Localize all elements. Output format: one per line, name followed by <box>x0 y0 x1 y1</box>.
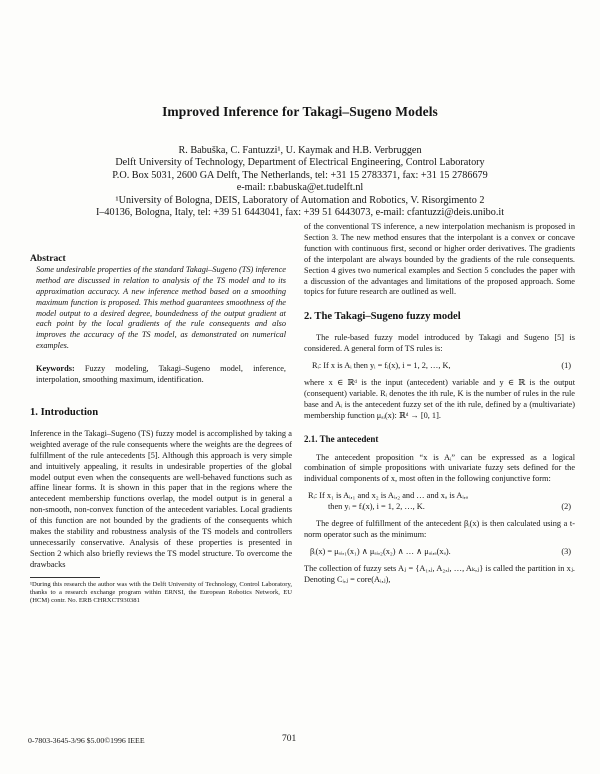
abstract-text: Some undesirable properties of the standard Takagi–Sugeno (TS) inference method are discussed in relation to analysis of the TS model and to its approximation accuracy. A new inference method based on a smoothing maximum function is proposed. This method guarantees smoothness of the model output to a desired degree, boundedness of the output gradient at each point by the local gradients of the rule consequents and also improves the accuracy of the TS model, as demonstrated on numerical examples. <box>36 264 286 351</box>
left-column <box>30 254 292 605</box>
footnote-rule <box>30 577 100 578</box>
right-column <box>304 222 575 586</box>
affiliation-bologna: ¹University of Bologna, DEIS, Laboratory of Automation and Robotics, V. Risorgimento 2 <box>115 194 485 206</box>
keywords <box>30 364 292 386</box>
affiliation-delft: Delft University of Technology, Department of Electrical Engineering, Control Laboratory <box>115 157 485 169</box>
author-block <box>0 145 600 219</box>
equation-1 <box>312 361 575 372</box>
subsection-2-1-text-2: The degree of fulfillment of the antecedent βᵢ(x) is then calculated using a t-norm operator such as the minimum: <box>304 519 575 539</box>
equation-2 <box>308 491 575 513</box>
equation-2-line-1: Rᵢ: If x₁ is Aᵢ,₁ and x₂ is Aᵢ,₂ and … and xₐ is Aᵢ,ₐ <box>308 491 469 501</box>
paper-title: Improved Inference for Takagi–Sugeno Models <box>162 104 438 119</box>
intro-continued: of the conventional TS inference, a new interpolation mechanism is proposed in Section 3. The new method ensures that the interpolant is a convex or concave function with continuous first, second or higher order derivatives. The gradients of the interpolant are always bounded by the gradients of the rule consequents. Section 4 gives two numerical examples and Section 5 concludes the paper with a discussion of the advantages and limitations of the proposed approach. Some topics for future research are outlined as well. <box>304 222 575 297</box>
subsection-2-1-heading: 2.1. The antecedent <box>304 433 379 444</box>
affiliation-bologna-address: I–40136, Bologna, Italy, tel: +39 51 6443041, fax: +39 51 6443073, e-mail: cfantuzzi@deis.unibo.it <box>95 207 505 219</box>
section-2-text: The rule-based fuzzy model introduced by Takagi and Sugeno [5] is considered. A general form of TS rules is: <box>304 333 575 354</box>
author-names: R. Babuška, C. Fantuzzi¹, U. Kaymak and H.B. Verbruggen <box>178 145 422 156</box>
equation-3-number: (3) <box>561 546 571 556</box>
footer-isbn: 0-7803-3645-3/96 $5.00©1996 IEEE <box>28 736 145 745</box>
section-2-text-2: where x ∈ ℝᵈ is the input (antecedent) variable and y ∈ ℝ is the output (consequent) variable. Rᵢ denotes the ith rule, K is the number of rules in the rule base and Aᵢ is the antecedent fuzzy set of the ith rule, defined by a (multivariate) membership function μₐᵢ(x): ℝᵈ → [0, 1]. <box>304 377 575 420</box>
equation-3-body: βᵢ(x) = μₐᵢ,₁(x₁) ∧ μₐᵢ,₂(x₂) ∧ … ∧ μₐᵢ,ₐ(xₐ). <box>310 546 451 556</box>
equation-3 <box>310 547 575 558</box>
abstract-heading: Abstract <box>30 253 66 264</box>
keywords-label: Keywords: <box>36 364 75 374</box>
section-1-heading: 1. Introduction <box>30 406 99 418</box>
affiliation-delft-email: e-mail: r.babuska@et.tudelft.nl <box>236 182 364 194</box>
subsection-2-1-text-3: The collection of fuzzy sets Aⱼ = {A₁,ⱼ, A₂,ⱼ, …, Aₖ,ⱼ} is called the partition in xⱼ. Denoting Cᵢ,ⱼ = core(Aᵢ,ⱼ), <box>304 563 575 584</box>
equation-2-line-2: then yᵢ = fᵢ(x), i = 1, 2, …, K. <box>328 502 425 512</box>
equation-2-number: (2) <box>561 502 571 512</box>
page-number: 701 <box>282 734 297 744</box>
intro-text: Inference in the Takagi–Sugeno (TS) fuzzy model is accomplished by taking a weighted average of the rule consequents where the weights are the degrees of fulfillment of the rule antecedents [5]. Although this approach is very simple and intuitively appealing, it results in undesirable properties of the global model output even when the consequents are well-behaved functions such as affine linear forms. It is shown in this paper that in the regions where the antecedent membership functions overlap, the model output is in general a non-smooth, non-convex function of the antecedent variables. Local gradients of this function are not bounded by the gradients of the consequents which makes the stability and robustness analysis of the TS models and controllers unnecessarily conservative. Analysis of these properties is presented in Section 2 which also briefly reviews the TS model structure. To overcome the drawbacks <box>30 428 292 569</box>
subsection-2-1-text: The antecedent proposition “x is Aᵢ” can be expressed as a logical combination of simple propositions with univariate fuzzy sets defined for the individual components of x, most often in the following conjunctive form: <box>304 452 575 484</box>
footnote: ¹During this research the author was with the Delft University of Technology, Control Laboratory, thanks to a research exchange program within ERNSI, the European Robotics Network, EU (HCM) contr. No. ERB CHRXCT930381 <box>30 580 292 605</box>
equation-1-body: Rᵢ: If x is Aᵢ then yᵢ = fᵢ(x), i = 1, 2, …, K, <box>312 361 451 371</box>
section-2-heading: 2. The Takagi–Sugeno fuzzy model <box>304 311 461 323</box>
affiliation-delft-address: P.O. Box 5031, 2600 GA Delft, The Netherlands, tel: +31 15 2783371, fax: +31 15 2786679 <box>112 169 488 181</box>
keywords-text: Fuzzy modeling, Takagi–Sugeno model, inference, interpolation, smoothing maximum, identification. <box>36 364 287 385</box>
equation-1-number: (1) <box>561 361 571 371</box>
